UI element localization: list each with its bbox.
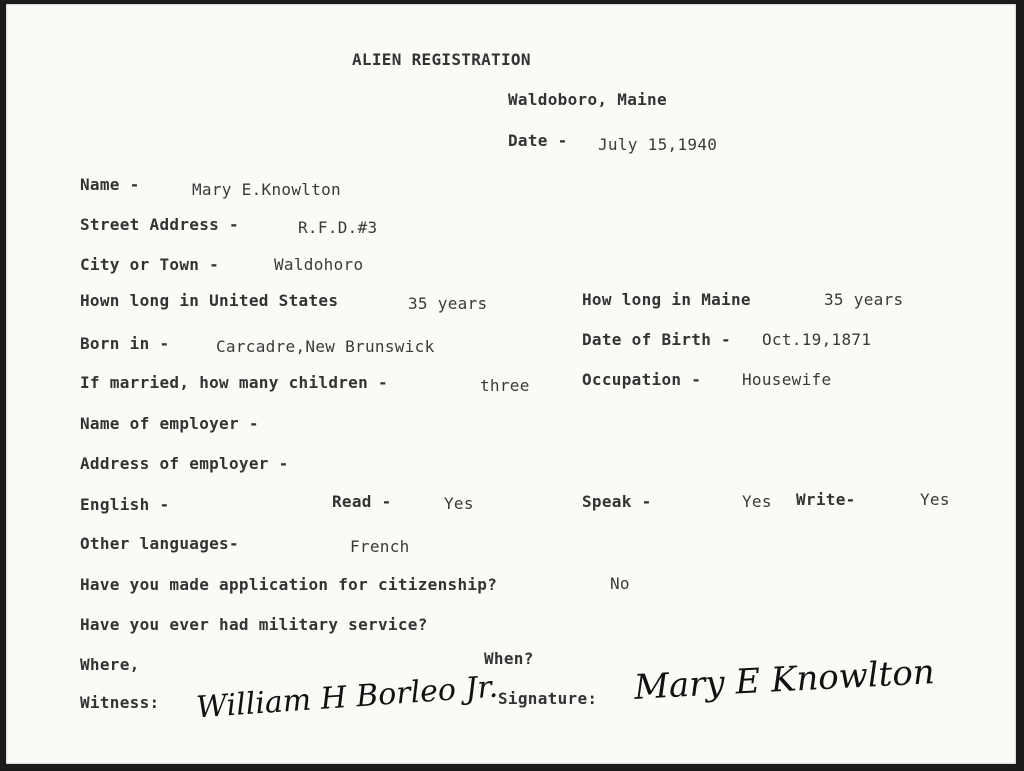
- registration-card: [6, 4, 1016, 764]
- witness-signature: William H Borleo Jr.: [195, 669, 500, 726]
- read-label: Read -: [332, 492, 392, 511]
- when-label: When?: [484, 649, 534, 668]
- write-value: Yes: [920, 490, 950, 509]
- street-address-value: R.F.D.#3: [298, 218, 378, 237]
- dob-label: Date of Birth -: [582, 330, 731, 349]
- speak-value: Yes: [742, 492, 772, 511]
- english-label: English -: [80, 495, 170, 514]
- street-address-label: Street Address -: [80, 215, 239, 234]
- witness-label: Witness:: [80, 693, 160, 712]
- employer-name-label: Name of employer -: [80, 414, 259, 433]
- document-title: ALIEN REGISTRATION: [352, 50, 531, 69]
- occupation-label: Occupation -: [582, 370, 702, 389]
- date-value: July 15,1940: [598, 135, 718, 154]
- read-value: Yes: [444, 494, 474, 513]
- military-question: Have you ever had military service?: [80, 615, 428, 634]
- other-languages-value: French: [350, 537, 410, 556]
- speak-label: Speak -: [582, 492, 652, 511]
- name-value: Mary E.Knowlton: [192, 180, 341, 199]
- city-value: Waldohoro: [274, 255, 364, 274]
- dob-value: Oct.19,1871: [762, 330, 872, 349]
- date-label: Date -: [508, 131, 568, 150]
- applicant-signature: Mary E Knowlton: [633, 652, 936, 708]
- us-years-value: 35 years: [408, 294, 488, 313]
- occupation-value: Housewife: [742, 370, 832, 389]
- other-languages-label: Other languages-: [80, 534, 239, 553]
- us-years-label: Hown long in United States: [80, 291, 339, 310]
- children-label: If married, how many children -: [80, 373, 388, 392]
- signature-label: Signature:: [498, 689, 598, 708]
- maine-years-value: 35 years: [824, 290, 904, 309]
- city-label: City or Town -: [80, 255, 220, 274]
- citizenship-answer: No: [610, 574, 630, 593]
- employer-address-label: Address of employer -: [80, 454, 289, 473]
- where-label: Where,: [80, 655, 140, 674]
- maine-years-label: How long in Maine: [582, 290, 751, 309]
- name-label: Name -: [80, 175, 140, 194]
- citizenship-question: Have you made application for citizenship?: [80, 575, 498, 594]
- write-label: Write-: [796, 490, 856, 509]
- place-heading: Waldoboro, Maine: [508, 90, 667, 109]
- born-in-value: Carcadre,New Brunswick: [216, 337, 435, 356]
- children-value: three: [480, 376, 530, 395]
- born-in-label: Born in -: [80, 334, 170, 353]
